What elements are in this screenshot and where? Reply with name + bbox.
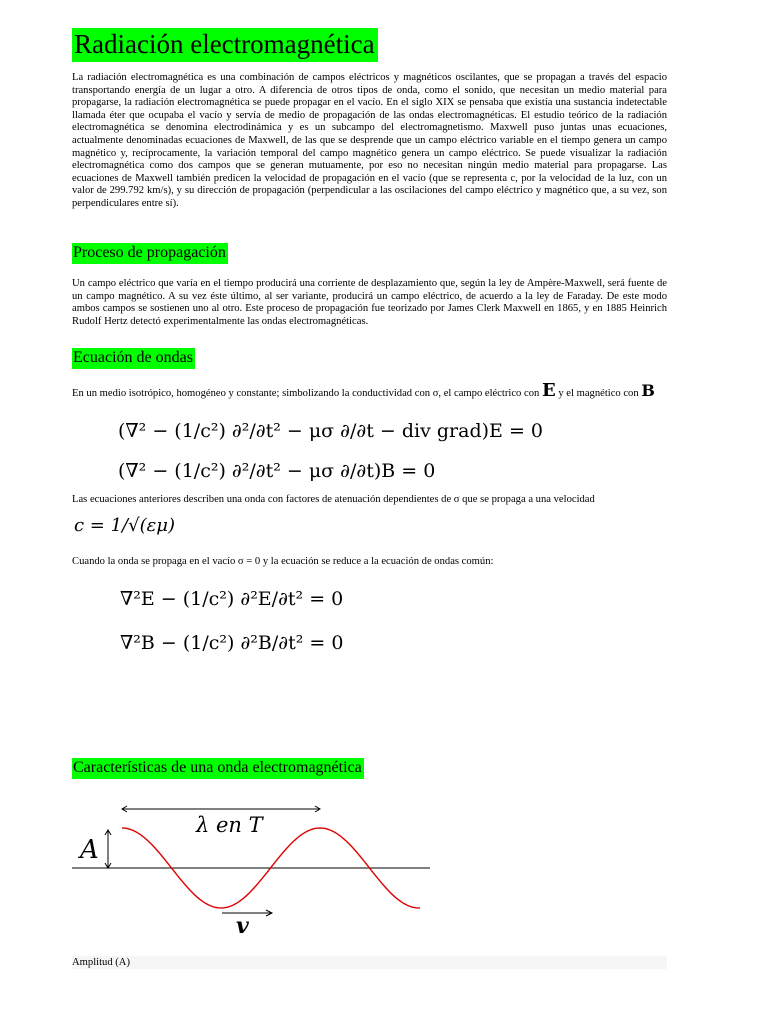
propagation-text: Un campo eléctrico que varía en el tiempo producirá una corriente de desplazamiento que, según la ley de Ampère-Maxwell, será fuente de un campo magnético. A su vez éste último, al ser variante, producirá un campo eléctrico, de acuerdo a la ley de Faraday. De este modo ambos campos se sostienen uno al otro. Este proceso de propagación fue teorizado por James Clerk Maxwell en 1865, y en 1885 Heinrich Rudolf Hertz detectó experimentalmente las ondas electromagnéticas.: [72, 278, 667, 327]
equation-b-vacuum: ∇²B − (1/c²) ∂²B/∂t² = 0: [120, 632, 344, 654]
velocity-label: v: [236, 913, 249, 939]
caption-bar: [72, 956, 667, 969]
wave-paragraph-3: [72, 556, 667, 569]
wave-text-3: Cuando la onda se propaga en el vacío σ = 0 y la ecuación se reduce a la ecuación de ondas común:: [72, 556, 494, 567]
wave-paragraph-1: [72, 380, 667, 401]
heading-wave-equation: Ecuación de ondas: [72, 348, 195, 369]
wave-text-2: Las ecuaciones anteriores describen una onda con factores de atenuación dependientes de σ que se propaga a una velocidad: [72, 494, 595, 505]
heading-characteristics: Características de una onda electromagnética: [72, 758, 364, 779]
equation-speed: c = 1/√(εμ): [74, 515, 175, 536]
equation-e-damped: (∇² − (1/c²) ∂²/∂t² − μσ ∂/∂t − div grad)E = 0: [118, 420, 543, 442]
main-heading: Radiación electromagnética: [72, 28, 378, 62]
wave-text-1-container: [72, 380, 667, 401]
intro-text: La radiación electromagnética es una combinación de campos eléctricos y magnéticos oscilantes, que se propagan a través del espacio transportando energía de un lugar a otro. A diferencia de otros tipos de onda, como el sonido, que necesitan un medio material para propagarse, la radiación electromagnética se puede propagar en el vacío. En el siglo XIX se pensaba que existía una sustancia indetectable llamada éter que ocupaba el vacío y servía de medio de propagación de las ondas electromagnéticas. El estudio teórico de la radiación electromagnética se denomina electrodinámica y es un subcampo del electromagnetismo. Maxwell puso juntas unas ecuaciones, actualmente denominadas ecuaciones de Maxwell, de las que se desprende que un campo eléctrico variable en el tiempo genera un campo magnético y, recíprocamente, la variación temporal del campo magnético genera un campo eléctrico. Se puede visualizar la radiación electromagnética como dos campos que se generan mutuamente, por eso no necesitan ningún medio material para propagarse. Las ecuaciones de Maxwell también predicen la velocidad de propagación en el vacío (que se representa c, por la velocidad de la luz, con un valor de 299.792 km/s), y su dirección de propagación (perpendicular a las oscilaciones del campo eléctrico y magnético que, a su vez, son perpendiculares entre sí).: [72, 72, 667, 209]
equation-b-damped: (∇² − (1/c²) ∂²/∂t² − μσ ∂/∂t)B = 0: [118, 460, 436, 482]
wave-paragraph-2: [72, 494, 667, 507]
wavelength-label: λ en T: [196, 813, 263, 837]
symbol-b: B: [641, 381, 655, 400]
equation-e-vacuum: ∇²E − (1/c²) ∂²E/∂t² = 0: [120, 588, 344, 610]
propagation-paragraph: [72, 278, 667, 328]
heading-propagation: Proceso de propagación: [72, 243, 228, 264]
symbol-e: E: [541, 380, 556, 401]
wave-diagram: [0, 790, 768, 940]
wave-text-1: En un medio isotrópico, homogéneo y constante; simbolizando la conductividad con σ, el campo eléctrico con: [72, 388, 540, 399]
amplitude-label: A: [80, 835, 99, 865]
intro-paragraph: [72, 72, 667, 211]
caption-text: Amplitud (A): [72, 957, 130, 968]
wave-text-1-mid: y el magnético con: [558, 388, 639, 399]
